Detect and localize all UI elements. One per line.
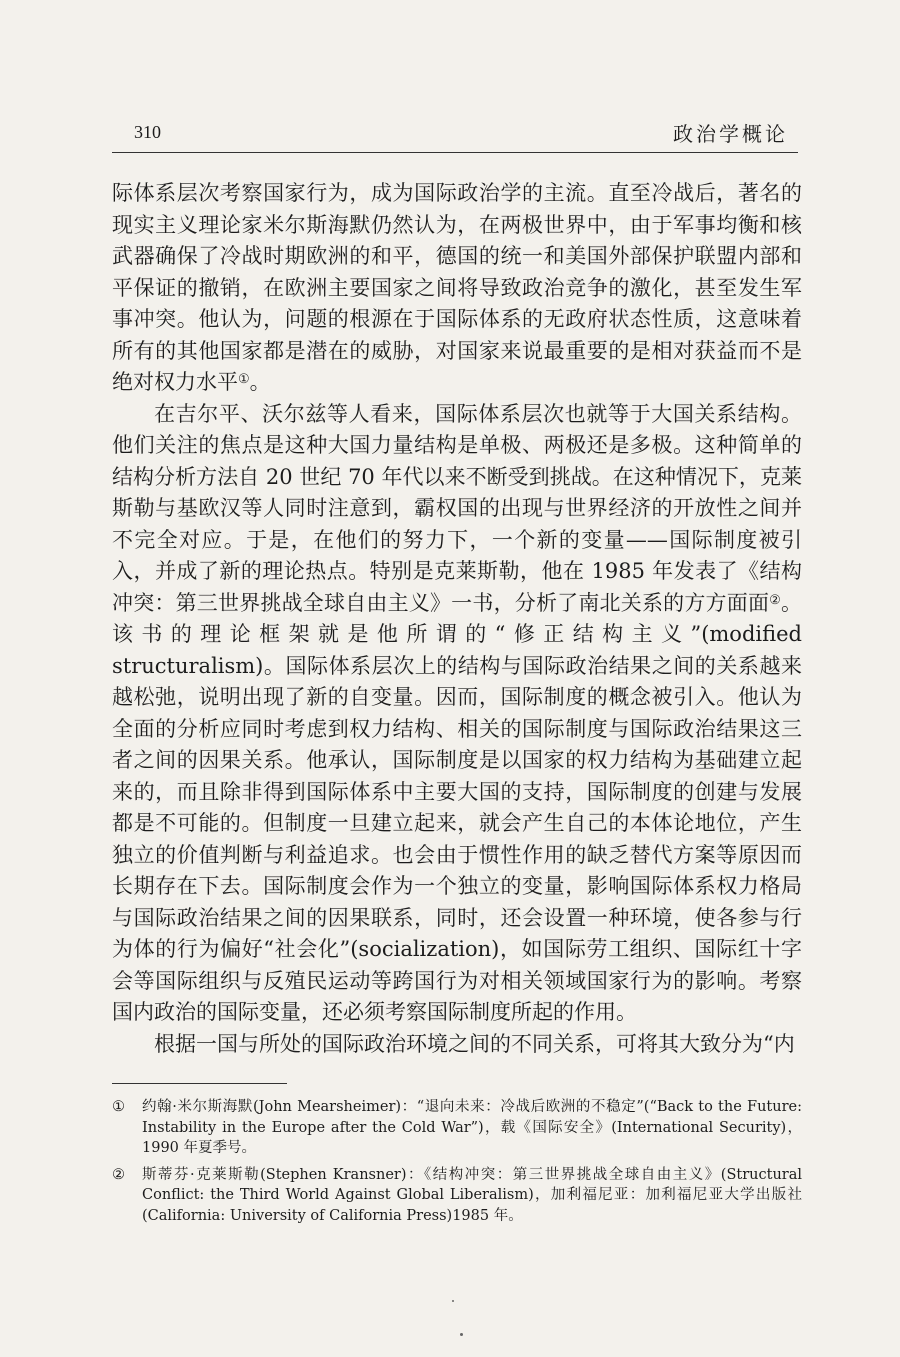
footnote-1-text: 约翰·米尔斯海默(John Mearsheimer)：“退向未来：冷战后欧洲的不稳定”(“Back to the Future: Instability in the Europe after the Cold War”)，载《国际安全》(International Security)，1990 年夏季号。 [142, 1099, 802, 1156]
paragraph-3: 根据一国与所处的国际政治环境之间的不同关系，可将其大致分为“内 [154, 1031, 795, 1056]
footnote-2 [112, 1165, 802, 1227]
footnote-2-mark: ② [112, 1166, 125, 1183]
paragraph-2-text-b: 。该书的理论框架就是他所谓的“修正结构主义”(modified structuralism)。国际体系层次上的结构与国际政治结果之间的关系越来越松弛，说明出现了新的自变量。因而，国际制度的概念被引入。他认为全面的分析应同时考虑到权力结构、相关的国际制度与国际政治结果这三者之间的因果关系。他承认，国际制度是以国家的权力结构为基础建立起来的，而且除非得到国际体系中主要大国的支持，国际制度的创建与发展都是不可能的。但制度一旦建立起来，就会产生自己的本体论地位，产生独立的价值判断与利益追求。也会由于惯性作用的缺乏替代方案等原因而长期存在下去。国际制度会作为一个独立的变量，影响国际体系权力格局与国际政治结果之间的因果联系，同时，还会设置一种环境，使各参与行为体的行为偏好“社会化”(socialization)，如国际劳工组织、国际红十字会等国际组织与反殖民运动等跨国行为对相关领域国家行为的影响。考察国内政治的国际变量，还必须考察国际制度所起的作用。 [112, 590, 803, 1024]
footnote-2-text: 斯蒂芬·克莱斯勒(Stephen Kransner)：《结构冲突：第三世界挑战全球自由主义》(Structural Conflict: the Third World Against Global Liberalism)，加利福尼亚：加利福尼亚大学出版社(California: University of California Press)1985 年。 [142, 1166, 802, 1224]
footnote-1-mark: ① [112, 1099, 125, 1115]
page-header [112, 118, 798, 153]
body-text [112, 178, 802, 1060]
paragraph-2-text-a: 在吉尔平、沃尔兹等人看来，国际体系层次也就等于大国关系结构。他们关注的焦点是这种大国力量结构是单极、两极还是多极。这种简单的结构分析方法自 20 世纪 70 年代以来不断受到挑战。在这种情况下，克莱斯勒与基欧汉等人同时注意到，霸权国的出现与世界经济的开放性之间并不完全对应。于是，在他们的努力下，一个新的变量——国际制度被引入，并成了新的理论热点。特别是克莱斯勒，他在 1985 年发表了《结构冲突：第三世界挑战全球自由主义》一书，分析了南北关系的方方面面 [112, 401, 802, 615]
footnote-1 [112, 1097, 802, 1159]
footnote-ref-1: ① [238, 372, 250, 387]
paragraph-2 [112, 399, 802, 1029]
scan-speck [460, 1333, 463, 1336]
paragraph-1-end: 。 [249, 370, 271, 394]
running-title: 政治学概论 [673, 122, 788, 146]
footnote-divider [112, 1083, 287, 1084]
page-number: 310 [134, 122, 161, 142]
paragraph-1 [112, 178, 802, 399]
footnotes [112, 1097, 802, 1232]
paragraph-1-text: 际体系层次考察国家行为，成为国际政治学的主流。直至冷战后，著名的现实主义理论家米尔斯海默仍然认为，在两极世界中，由于军事均衡和核武器确保了冷战时期欧洲的和平，德国的统一和美国外部保护联盟内部和平保证的撤销，在欧洲主要国家之间将导致政治竞争的激化，甚至发生军事冲突。他认为，问题的根源在于国际体系的无政府状态性质，这意味着所有的其他国家都是潜在的威胁，对国家来说最重要的是相对获益而不是绝对权力水平 [112, 181, 802, 394]
footnote-ref-2: ② [769, 592, 782, 608]
scan-speck [452, 1300, 454, 1302]
